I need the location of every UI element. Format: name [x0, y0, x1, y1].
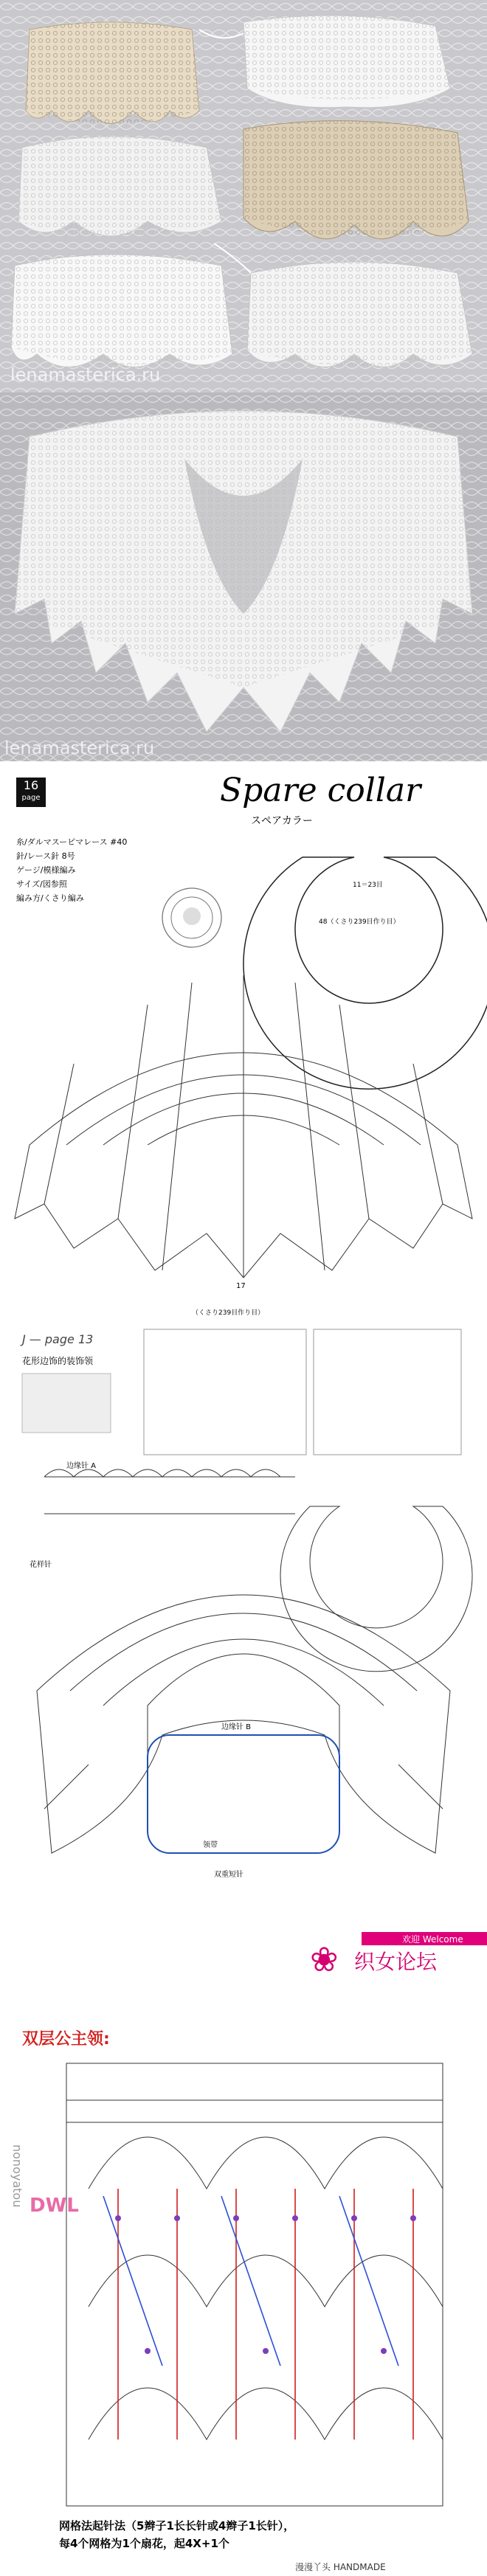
chinese-pattern-page: [0, 1322, 487, 1997]
pattern-header: J — page 13: [22, 1332, 94, 1346]
site-name: 织女论坛: [354, 1950, 438, 1974]
chart-frame: [66, 2063, 443, 2506]
watermark-text-2: lenamasterica.ru: [4, 738, 155, 758]
brand-watermark: nonoyatou: [10, 2144, 24, 2208]
page-subtitle: スペアカラー: [251, 815, 313, 827]
signature: 漫漫丫头 HANDMADE: [295, 2562, 386, 2572]
large-collar-illustration: [0, 392, 487, 761]
site-banner: 欢迎 Welcome: [402, 1934, 463, 1945]
footer-line-1: 网格法起针法（5辫子1长长针或4辫子1长针），: [59, 2519, 295, 2532]
neck-schematic: [280, 1506, 472, 1672]
label-edging-a: 边缘针 A: [66, 1462, 97, 1470]
crochet-chart: [15, 975, 472, 1278]
page-footer-number: 17: [236, 1282, 246, 1290]
collars-photo-illustration: [0, 0, 487, 392]
purple-dots: [115, 2215, 416, 2354]
large-collar-photo: [0, 392, 487, 761]
pattern-title: 花形边饰的装饰领: [22, 1356, 94, 1366]
svg-text:❀: ❀: [310, 1939, 339, 1979]
chinese-diagrams: [0, 1322, 487, 1997]
watermark-text: lenamasterica.ru: [10, 364, 161, 385]
label-bottom: 双重短针: [214, 1871, 244, 1879]
label-neck: 领带: [203, 1841, 218, 1849]
japanese-pattern-page: [0, 761, 487, 1322]
collars-photo: [0, 0, 487, 392]
dim-top: 11＝23目: [353, 882, 383, 889]
label-pattern: 花样针: [30, 1561, 52, 1569]
princess-title: 双层公主领:: [22, 2030, 110, 2049]
princess-collar-chart: [0, 1997, 487, 2576]
page-title: Spare collar: [220, 772, 421, 809]
dim-chain: 48（くさり239目作り目）: [319, 918, 400, 926]
dim-bottom: （くさり239目作り目）: [192, 1309, 265, 1317]
page-number-box: 16 page: [16, 778, 46, 807]
dwl-stamp: DWL: [30, 2195, 79, 2217]
edging-a-chart: [44, 1469, 295, 1514]
red-guidelines: [118, 2189, 413, 2440]
label-edging-b: 边缘针 B: [221, 1723, 252, 1731]
collar-diagrams: [0, 761, 487, 1322]
princess-diagram: [0, 1997, 487, 2576]
footer-line-2: 每4个网格为1个扇花，起4X+1个: [59, 2537, 229, 2550]
materials-list: 糸/ダルマスーピマレース #40 針/レース針 8号 ゲージ/模様編み サイズ/図参照 編み方/くさり編み: [16, 837, 128, 903]
collar-schematic: [244, 857, 487, 1089]
